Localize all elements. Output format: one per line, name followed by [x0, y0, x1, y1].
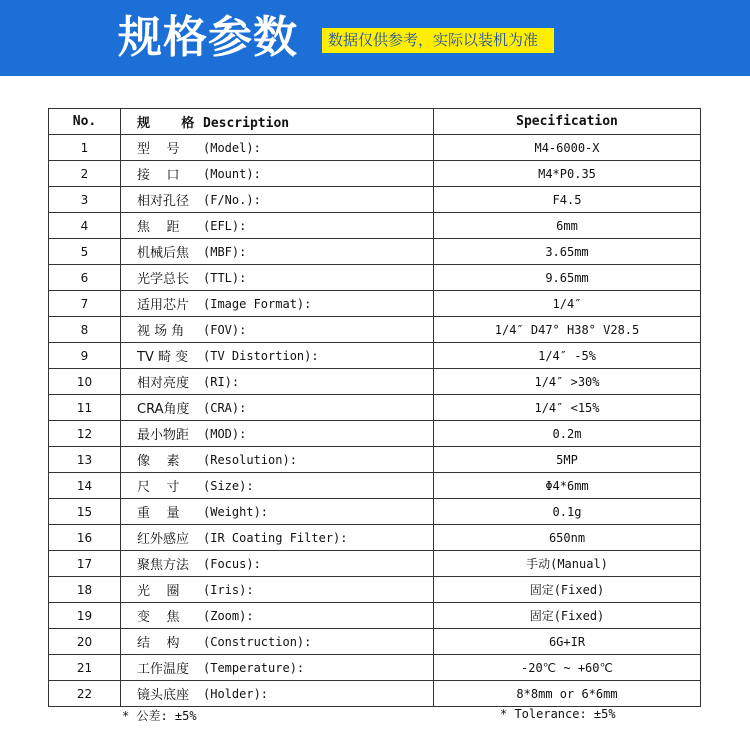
row-label-en: (TTL): [203, 270, 247, 285]
table-row [49, 551, 701, 577]
row-label-cn: 视 场 角 [137, 324, 185, 339]
table-row [49, 395, 701, 421]
header-specification: Specification [434, 109, 701, 135]
row-label-en: (Focus): [203, 556, 261, 571]
table-row [49, 603, 701, 629]
table-row [49, 421, 701, 447]
row-label-en: (Weight): [203, 504, 269, 519]
row-number: 22 [49, 681, 121, 707]
table-row [49, 317, 701, 343]
row-label-cn: 相对孔径 [137, 194, 190, 209]
table-row [49, 291, 701, 317]
row-number: 8 [49, 317, 121, 343]
row-spec-value: F4.5 [434, 187, 701, 213]
row-number: 15 [49, 499, 121, 525]
row-label-cn: 结 构 [137, 636, 180, 651]
row-label-en: (Iris): [203, 582, 254, 597]
row-label-cn: 最小物距 [137, 428, 190, 443]
row-description [121, 395, 434, 421]
row-description [121, 525, 434, 551]
table-row [49, 655, 701, 681]
row-number: 18 [49, 577, 121, 603]
row-spec-value: 6mm [434, 213, 701, 239]
row-label-en: (Mount): [203, 166, 261, 181]
row-description [121, 213, 434, 239]
row-label-en: (Holder): [203, 686, 269, 701]
row-description [121, 343, 434, 369]
table-row [49, 525, 701, 551]
row-spec-value: 9.65mm [434, 265, 701, 291]
row-description [121, 161, 434, 187]
row-spec-value: 1/4″ -5% [434, 343, 701, 369]
row-label-cn: 像 素 [137, 454, 180, 469]
row-description [121, 317, 434, 343]
row-spec-value: 6G+IR [434, 629, 701, 655]
row-label-cn: 光 圈 [137, 584, 180, 599]
row-spec-value: 8*8mm or 6*6mm [434, 681, 701, 707]
row-description [121, 447, 434, 473]
row-number: 7 [49, 291, 121, 317]
row-spec-value: 1/4″ <15% [434, 395, 701, 421]
table-row [49, 369, 701, 395]
table-row [49, 629, 701, 655]
row-description [121, 369, 434, 395]
row-label-en: (Size): [203, 478, 254, 493]
row-description [121, 499, 434, 525]
row-description [121, 655, 434, 681]
row-spec-value: 1/4″ >30% [434, 369, 701, 395]
row-label-en: (IR Coating Filter): [203, 530, 348, 545]
row-description [121, 239, 434, 265]
row-spec-value: -20℃ ~ +60℃ [434, 655, 701, 681]
row-spec-value: M4*P0.35 [434, 161, 701, 187]
row-number: 2 [49, 161, 121, 187]
table-row [49, 239, 701, 265]
row-spec-value: 0.2m [434, 421, 701, 447]
row-label-en: (Resolution): [203, 452, 297, 467]
row-spec-value: 手动(Manual) [434, 551, 701, 577]
row-spec-value: 固定(Fixed) [434, 603, 701, 629]
row-label-en: (Image Format): [203, 296, 312, 311]
row-description [121, 551, 434, 577]
row-spec-value: Φ4*6mm [434, 473, 701, 499]
disclaimer-badge: 数据仅供参考，实际以装机为准 [322, 28, 554, 53]
row-label-cn: 光学总长 [137, 272, 190, 287]
row-number: 3 [49, 187, 121, 213]
header-no: No. [49, 109, 121, 135]
table-row [49, 265, 701, 291]
tolerance-note-cn: * 公差: ±5% [122, 709, 197, 723]
row-label-cn: 适用芯片 [137, 298, 190, 313]
row-number: 19 [49, 603, 121, 629]
row-number: 16 [49, 525, 121, 551]
row-description [121, 629, 434, 655]
row-number: 9 [49, 343, 121, 369]
row-label-cn: 型 号 [137, 142, 180, 157]
row-label-cn: 工作温度 [137, 662, 190, 677]
table-row [49, 187, 701, 213]
table-row [49, 343, 701, 369]
row-label-en: (TV Distortion): [203, 348, 319, 363]
row-number: 10 [49, 369, 121, 395]
row-spec-value: 650nm [434, 525, 701, 551]
row-label-en: (Zoom): [203, 608, 254, 623]
row-spec-value: 1/4″ D47° H38° V28.5 [434, 317, 701, 343]
row-label-cn: 聚焦方法 [137, 558, 190, 573]
row-number: 1 [49, 135, 121, 161]
row-description [121, 291, 434, 317]
row-spec-value: 3.65mm [434, 239, 701, 265]
row-description [121, 265, 434, 291]
row-number: 4 [49, 213, 121, 239]
row-description [121, 603, 434, 629]
table-row [49, 681, 701, 707]
row-label-cn: TV 畸 变 [137, 350, 189, 365]
row-spec-value: M4-6000-X [434, 135, 701, 161]
header-description [121, 109, 434, 135]
header-banner [0, 0, 750, 76]
row-number: 17 [49, 551, 121, 577]
page-title: 规格参数 [118, 12, 298, 63]
row-number: 6 [49, 265, 121, 291]
spec-table [48, 108, 701, 707]
table-body [49, 135, 701, 707]
row-label-cn: 重 量 [137, 506, 180, 521]
table-row [49, 577, 701, 603]
row-label-cn: 尺 寸 [137, 480, 180, 495]
row-spec-value: 5MP [434, 447, 701, 473]
table-row [49, 161, 701, 187]
row-description [121, 577, 434, 603]
row-number: 11 [49, 395, 121, 421]
row-spec-value: 0.1g [434, 499, 701, 525]
tolerance-note-en: * Tolerance: ±5% [500, 707, 616, 721]
table-row [49, 447, 701, 473]
row-description [121, 187, 434, 213]
row-label-cn: 焦 距 [137, 220, 180, 235]
row-spec-value: 1/4″ [434, 291, 701, 317]
table-row [49, 213, 701, 239]
row-number: 14 [49, 473, 121, 499]
header-desc-cn: 规 格 [137, 116, 195, 131]
table-row [49, 499, 701, 525]
row-label-cn: 镜头底座 [137, 688, 190, 703]
row-number: 21 [49, 655, 121, 681]
header-desc-en: Description [203, 116, 290, 131]
row-label-en: (MBF): [203, 244, 247, 259]
row-description [121, 473, 434, 499]
row-description [121, 681, 434, 707]
row-spec-value: 固定(Fixed) [434, 577, 701, 603]
row-label-cn: 红外感应 [137, 532, 190, 547]
row-label-en: (EFL): [203, 218, 247, 233]
row-label-cn: 机械后焦 [137, 246, 190, 261]
row-label-en: (Model): [203, 140, 261, 155]
row-description [121, 421, 434, 447]
row-label-cn: 接 口 [137, 168, 180, 183]
row-number: 20 [49, 629, 121, 655]
row-label-en: (F/No.): [203, 192, 261, 207]
row-label-en: (CRA): [203, 400, 247, 415]
row-label-en: (Temperature): [203, 660, 305, 675]
row-label-en: (Construction): [203, 634, 312, 649]
row-label-cn: CRA角度 [137, 402, 190, 417]
table-row [49, 473, 701, 499]
table-header-row [49, 109, 701, 135]
row-label-en: (MOD): [203, 426, 247, 441]
table-row [49, 135, 701, 161]
row-label-en: (FOV): [203, 322, 247, 337]
row-label-cn: 相对亮度 [137, 376, 190, 391]
row-description [121, 135, 434, 161]
row-number: 12 [49, 421, 121, 447]
row-label-cn: 变 焦 [137, 610, 180, 625]
row-label-en: (RI): [203, 374, 240, 389]
row-number: 5 [49, 239, 121, 265]
row-number: 13 [49, 447, 121, 473]
